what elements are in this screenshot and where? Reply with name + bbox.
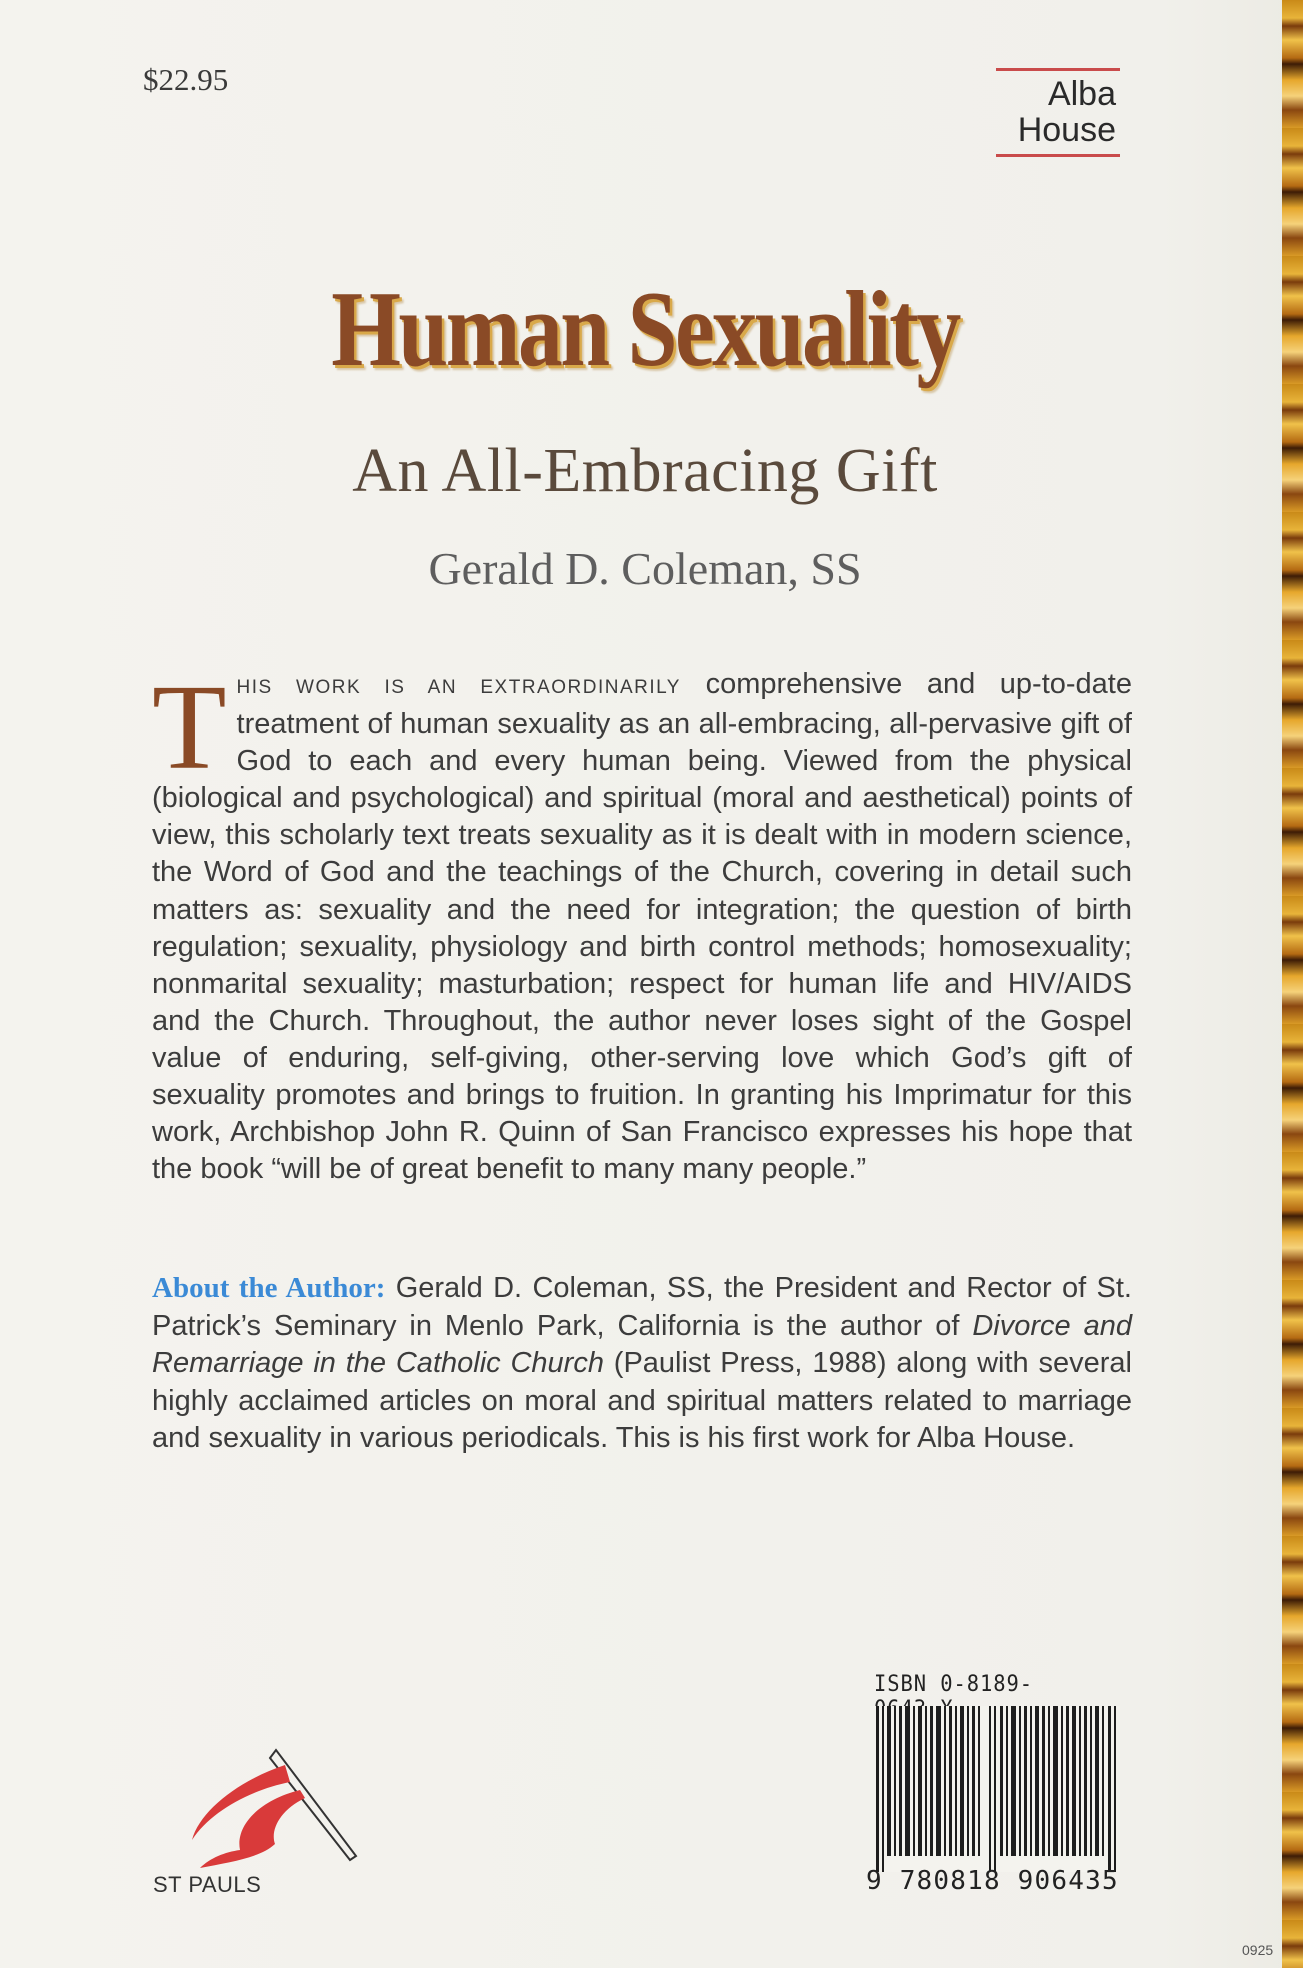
book-title: Human Sexuality — [331, 270, 959, 389]
about-book-title: Divorce and Remarriage in the Catholic Church — [152, 1309, 1133, 1379]
price: $22.95 — [143, 62, 229, 97]
barcode-icon — [870, 1706, 1120, 1872]
logo-line-1: Alba — [1047, 75, 1116, 113]
st-pauls-logo-icon — [180, 1740, 370, 1880]
barcode-digits: 9 780818 906435 — [866, 1866, 1119, 1896]
corner-code: 0925 — [1242, 1942, 1274, 1958]
book-description — [152, 660, 1132, 1188]
book-author: Gerald D. Coleman, SS — [428, 543, 862, 594]
description-body: comprehensive and up-to-date treatment of human sexuality as an all-embracing, all-pervasive gift of God to each and every human being. Viewed from the physical (biological and psychological) and spiritual (moral and aesthetical) points of view, this scholarly text treats sexuality as it is dealt with in modern science, the Word of God and the teachings of the Church, covering in detail such matters as: sexuality and the need for integration; the question of birth regulation; sexuality, physiology and birth control methods; homosexuality; nonmarital sexuality; masturbation; respect for human life and HIV/AIDS and the Church. Throughout, the author never loses sight of the Gospel value of enduring, self-giving, other-serving love which God’s gift of sexuality promotes and brings to fruition. In granting his Imprimatur for this work, Archbishop John R. Quinn of San Francisco expresses his hope that the book “will be of great benefit to many many people.” — [152, 668, 1132, 1186]
description-lead: HIS WORK IS AN EXTRAORDINARILY — [236, 677, 681, 698]
imprint-name: ST PAULS — [153, 1872, 262, 1897]
front-cover-edge — [1282, 0, 1303, 1968]
about-label: About the Author: — [152, 1272, 386, 1304]
logo-rule-top — [996, 68, 1120, 71]
isbn-label: ISBN 0-8189- — [874, 1672, 1033, 1697]
book-subtitle: An All-Embracing Gift — [352, 437, 938, 505]
logo-line-2: House — [1017, 111, 1116, 149]
about-text-before: Gerald D. Coleman, SS, the President and Rector of St. Patrick’s Seminary in Menlo Park, California is the author of — [152, 1272, 1132, 1342]
about-the-author — [152, 1270, 1132, 1458]
logo-rule-bottom — [996, 154, 1120, 157]
about-text-after: (Paulist Press, 1988) along with several highly acclaimed articles on moral and spiritual matters related to marriage and sexuality in various periodicals. This is his first work for Alba House. — [152, 1347, 1132, 1454]
alba-house-logo — [996, 68, 1120, 156]
drop-cap: T — [152, 660, 227, 795]
